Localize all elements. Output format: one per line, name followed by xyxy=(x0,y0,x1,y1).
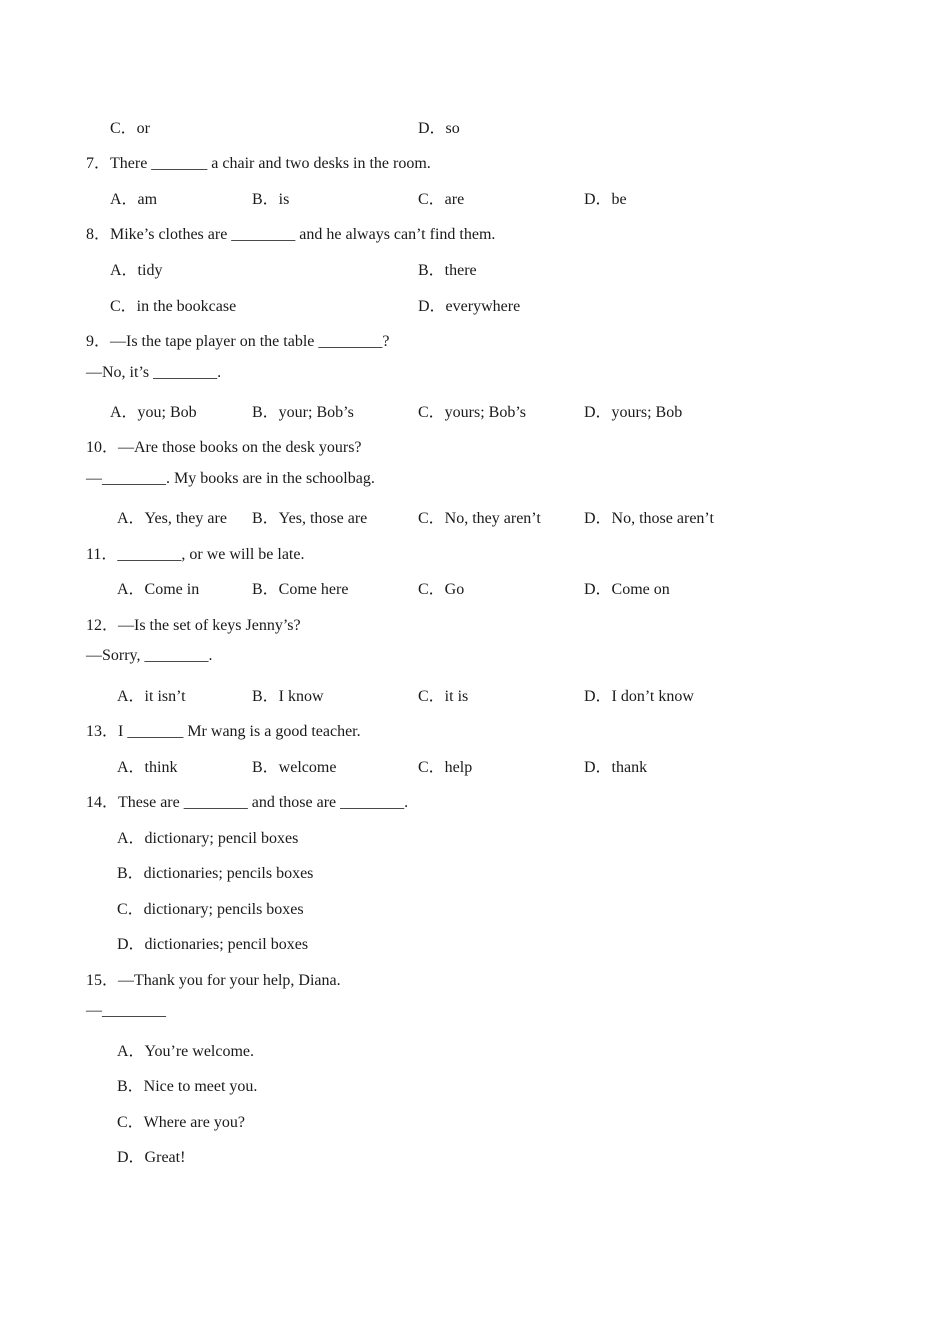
q11-option-d: D．Come on xyxy=(584,581,670,598)
q9-option-a: A．you; Bob xyxy=(110,404,197,421)
q11-option-a: A．Come in xyxy=(117,581,200,598)
q9-option-d: D．yours; Bob xyxy=(584,404,683,421)
q12-option-a: A．it isn’t xyxy=(117,688,186,705)
q10-option-b: B．Yes, those are xyxy=(252,510,368,527)
q10-option-a: A．Yes, they are xyxy=(117,510,227,527)
q15-option-a: A．You’re welcome. xyxy=(117,1043,255,1060)
q12-option-b: B．I know xyxy=(252,688,324,705)
q13-option-d: D．thank xyxy=(584,759,648,776)
q8-stem: 8．Mike’s clothes are ________ and he always can’t find them. xyxy=(86,226,496,243)
q7-option-d: D．be xyxy=(584,191,627,208)
q13-option-c: C．help xyxy=(418,759,473,776)
q15-reply: —________ xyxy=(86,1002,166,1019)
q7-stem: 7．There _______ a chair and two desks in the room. xyxy=(86,155,431,172)
q15-stem: 15．—Thank you for your help, Diana. xyxy=(86,972,341,989)
q11-option-b: B．Come here xyxy=(252,581,349,598)
q12-stem: 12．—Is the set of keys Jenny’s? xyxy=(86,617,301,634)
q14-option-c: C．dictionary; pencils boxes xyxy=(117,901,304,918)
q15-option-b: B．Nice to meet you. xyxy=(117,1078,258,1095)
q8-option-c: C．in the bookcase xyxy=(110,298,237,315)
q13-stem: 13．I _______ Mr wang is a good teacher. xyxy=(86,723,361,740)
q14-stem: 14．These are ________ and those are ________. xyxy=(86,794,409,811)
q12-option-d: D．I don’t know xyxy=(584,688,694,705)
q9-stem: 9．—Is the tape player on the table ________? xyxy=(86,333,390,350)
q12-option-c: C．it is xyxy=(418,688,469,705)
q9-reply: —No, it’s ________. xyxy=(86,364,222,381)
q7-option-c: C．are xyxy=(418,191,465,208)
q8-option-b: B．there xyxy=(418,262,477,279)
q7-option-a: A．am xyxy=(110,191,158,208)
q9-option-c: C．yours; Bob’s xyxy=(418,404,527,421)
q11-stem: 11．________, or we will be late. xyxy=(86,546,305,563)
q11-option-c: C．Go xyxy=(418,581,465,598)
q15-option-d: D．Great! xyxy=(117,1149,186,1166)
q14-option-a: A．dictionary; pencil boxes xyxy=(117,830,299,847)
q14-option-b: B．dictionaries; pencils boxes xyxy=(117,865,314,882)
q10-option-c: C．No, they aren’t xyxy=(418,510,541,527)
q10-option-d: D．No, those aren’t xyxy=(584,510,714,527)
q8-option-a: A．tidy xyxy=(110,262,163,279)
q13-option-b: B．welcome xyxy=(252,759,337,776)
q6-option-d: D．so xyxy=(418,120,460,137)
q15-option-c: C．Where are you? xyxy=(117,1114,245,1131)
q6-option-c: C．or xyxy=(110,120,151,137)
q10-stem: 10．—Are those books on the desk yours? xyxy=(86,439,362,456)
q10-reply: —________. My books are in the schoolbag. xyxy=(86,470,375,487)
q9-option-b: B．your; Bob’s xyxy=(252,404,354,421)
q8-option-d: D．everywhere xyxy=(418,298,521,315)
q14-option-d: D．dictionaries; pencil boxes xyxy=(117,936,309,953)
q12-reply: —Sorry, ________. xyxy=(86,647,213,664)
q13-option-a: A．think xyxy=(117,759,178,776)
q7-option-b: B．is xyxy=(252,191,290,208)
